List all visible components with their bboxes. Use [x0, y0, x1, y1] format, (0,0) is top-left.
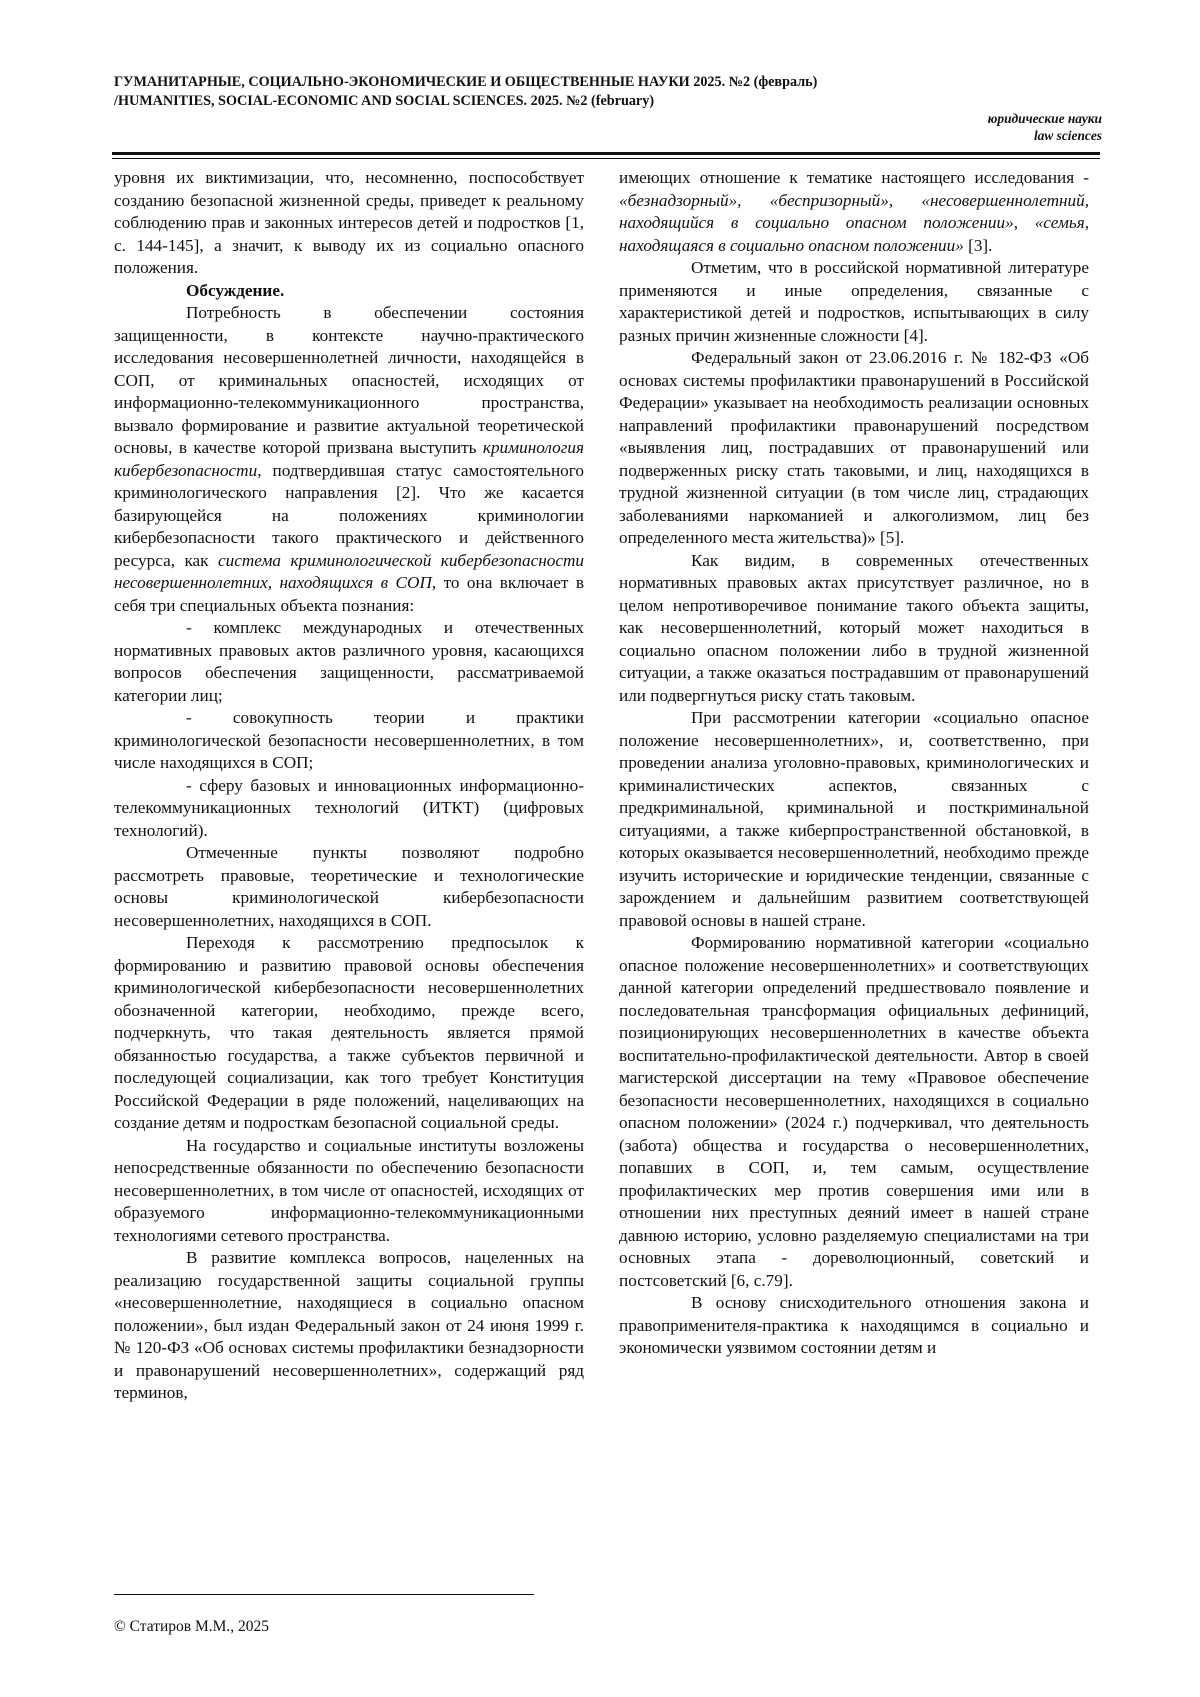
- paragraph: Отмеченные пункты позволяют подробно рассмотреть правовые, теоретические и технологические основы криминологической кибербезопасности несовершеннолетних, находящихся в СОП.: [114, 843, 584, 930]
- italic-term: «безнадзорный», «беспризорный», «несовершеннолетний, находящийся в социально опасном положении», «семья, находящаяся в социально опасном положении»: [619, 190, 1089, 255]
- italic-term: криминология кибербезопасности: [114, 438, 584, 480]
- paragraph: В развитие комплекса вопросов, нацеленных на реализацию государственной защиты социальной группы «несовершеннолетние, находящиеся в социально опасном положении», был издан Федеральный закон от 24 июня 1999 г. № 120-ФЗ «Об основах системы профилактики безнадзорности и правонарушений несовершеннолетних», содержащий ряд терминов,: [114, 1248, 584, 1402]
- paragraph: Потребность в обеспечении состояния защищенности, в контексте научно-практического исследования несовершеннолетней личности, находящейся в СОП, от криминальных опасностей, исходящих от информационно-телекоммуникационного пространства, вызвало формирование и развитие актуальной теоретической основы, в качестве которой призвана выступить криминология кибербезопасности, подтвердившая статус самостоятельного криминологического направления [2]. Что же касается базирующейся на положениях криминологии кибербезопасности такого практического и действенного ресурса, как система криминологической кибербезопасности несовершеннолетних, находящихся в СОП, то она включает в себя три специальных объекта познания:: [114, 303, 584, 615]
- italic-term: система криминологической кибербезопасности несовершеннолетних, находящихся в СОП,: [114, 550, 584, 592]
- list-item: - совокупность теории и практики криминологической безопасности несовершеннолетних, в том числе находящихся в СОП;: [114, 708, 584, 772]
- paragraph: На государство и социальные институты возложены непосредственные обязанности по обеспечению безопасности несовершеннолетних, в том числе от опасностей, исходящих от образуемого информационно-телекоммуникационными технологиями сетевого пространства.: [114, 1135, 584, 1245]
- paragraph: Формированию нормативной категории «социально опасное положение несовершеннолетних» и соответствующих данной категории определений предшествовало появление и последовательная трансформация официальных дефиниций, позиционирующих несовершеннолетних в качестве объекта воспитательно-профилактической деятельности. Автор в своей магистерской диссертации на тему «Правовое обеспечение безопасности несовершеннолетних, находящихся в социально опасном положении» (2024 г.) подчеркивал, что деятельность (забота) общества и государства о несовершеннолетних, попавших в СОП, и, тем самым, осуществление профилактических мер против совершения ими или в отношении них преступных деяний имеет в нашей стране давнюю историю, условно разделяемую специалистами на три основных этапа - дореволюционный, советский и постсоветский [6, с.79].: [619, 933, 1089, 1290]
- header-rule-thick: [112, 152, 1100, 155]
- journal-title-ru: ГУМАНИТАРНЫЕ, СОЦИАЛЬНО-ЭКОНОМИЧЕСКИЕ И ОБЩЕСТВЕННЫЕ НАУКИ 2025. №2 (февраль): [114, 74, 818, 90]
- paragraph: имеющих отношение к тематике настоящего исследования - «безнадзорный», «беспризорный», «несовершеннолетний, находящийся в социально опасном положении», «семья, находящаяся в социально опасном положении» [3].: [619, 168, 1089, 255]
- copyright-footnote: © Статиров М.М., 2025: [114, 1618, 270, 1635]
- paragraph: При рассмотрении категории «социально опасное положение несовершеннолетних», и, соответственно, при проведении анализа уголовно-правовых, криминологических и криминалистических аспектов, связанных с предкриминальной, криминальной и посткриминальной ситуациями, а также киберпространственной обстановкой, в которых оказывается несовершеннолетний, необходимо прежде изучить исторические и юридические тенденции, связанные с зарождением и дальнейшим развитием соответствующей правовой основы в нашей стране.: [619, 708, 1089, 930]
- section-label-en: law sciences: [1033, 128, 1102, 143]
- paragraph: Как видим, в современных отечественных нормативных правовых актах присутствует различное, но в целом непротиворечивое понимание такого объекта защиты, как несовершеннолетний, который может находиться в социально опасном положении либо в трудной жизненной ситуации, а также оказаться пострадавшим от правонарушений или подвергнуться риску стать таковым.: [619, 550, 1089, 705]
- section-label-ru: юридические науки: [987, 111, 1102, 126]
- paragraph: В основу снисходительного отношения закона и правоприменителя-практика к находящимся в социально и экономически уязвимом состоянии детям и: [619, 1293, 1089, 1357]
- paragraph: Отметим, что в российской нормативной литературе применяются и иные определения, связанные с характеристикой детей и подростков, испытывающих в силу разных причин жизненные сложности [4].: [619, 258, 1089, 345]
- header-rule-thin: [112, 158, 1100, 159]
- list-item: - комплекс международных и отечественных нормативных правовых актов различного уровня, касающихся вопросов обеспечения защищенности, рассматриваемой категории лиц;: [114, 618, 584, 705]
- paragraph: уровня их виктимизации, что, несомненно, поспособствует созданию безопасной жизненной среды, приведет к реальному соблюдению прав и законных интересов детей и подростков [1, с. 144-145], а значит, к выводу их из социально опасного положения.: [114, 168, 584, 277]
- section-heading: Обсуждение.: [186, 280, 285, 300]
- journal-title-en: /HUMANITIES, SOCIAL-ECONOMIC AND SOCIAL SCIENCES. 2025. №2 (february): [114, 93, 655, 109]
- left-column: [114, 167, 584, 1405]
- paragraph: Федеральный закон от 23.06.2016 г. № 182-ФЗ «Об основах системы профилактики правонарушений в Российской Федерации» указывает на необходимость реализации основных направлений профилактики правонарушений посредством «выявления лиц, пострадавших от правонарушений или подверженных риску стать таковыми, и лиц, находящихся в трудной жизненной ситуации (в том числе лиц, страдающих заболеваниями наркоманией и алкоголизмом, лиц без определенного места жительства)» [5].: [619, 348, 1089, 547]
- list-item: - сферу базовых и инновационных информационно-телекоммуникационных технологий (ИТКТ) (цифровых технологий).: [114, 775, 584, 840]
- right-column: [619, 167, 1089, 1360]
- footnote-separator: [114, 1594, 534, 1595]
- paragraph: Переходя к рассмотрению предпосылок к формированию и развитию правовой основы обеспечения криминологической кибербезопасности несовершеннолетних обозначенной категории, необходимо, прежде всего, подчеркнуть, что такая деятельность является прямой обязанностью государства, а также субъектов первичной и последующей социализации, как того требует Конституция Российской Федерации в ряде положений, нацеливающих на создание детям и подросткам безопасной социальной среды.: [114, 933, 584, 1132]
- journal-title: [114, 73, 1104, 111]
- section-label: [988, 110, 1102, 144]
